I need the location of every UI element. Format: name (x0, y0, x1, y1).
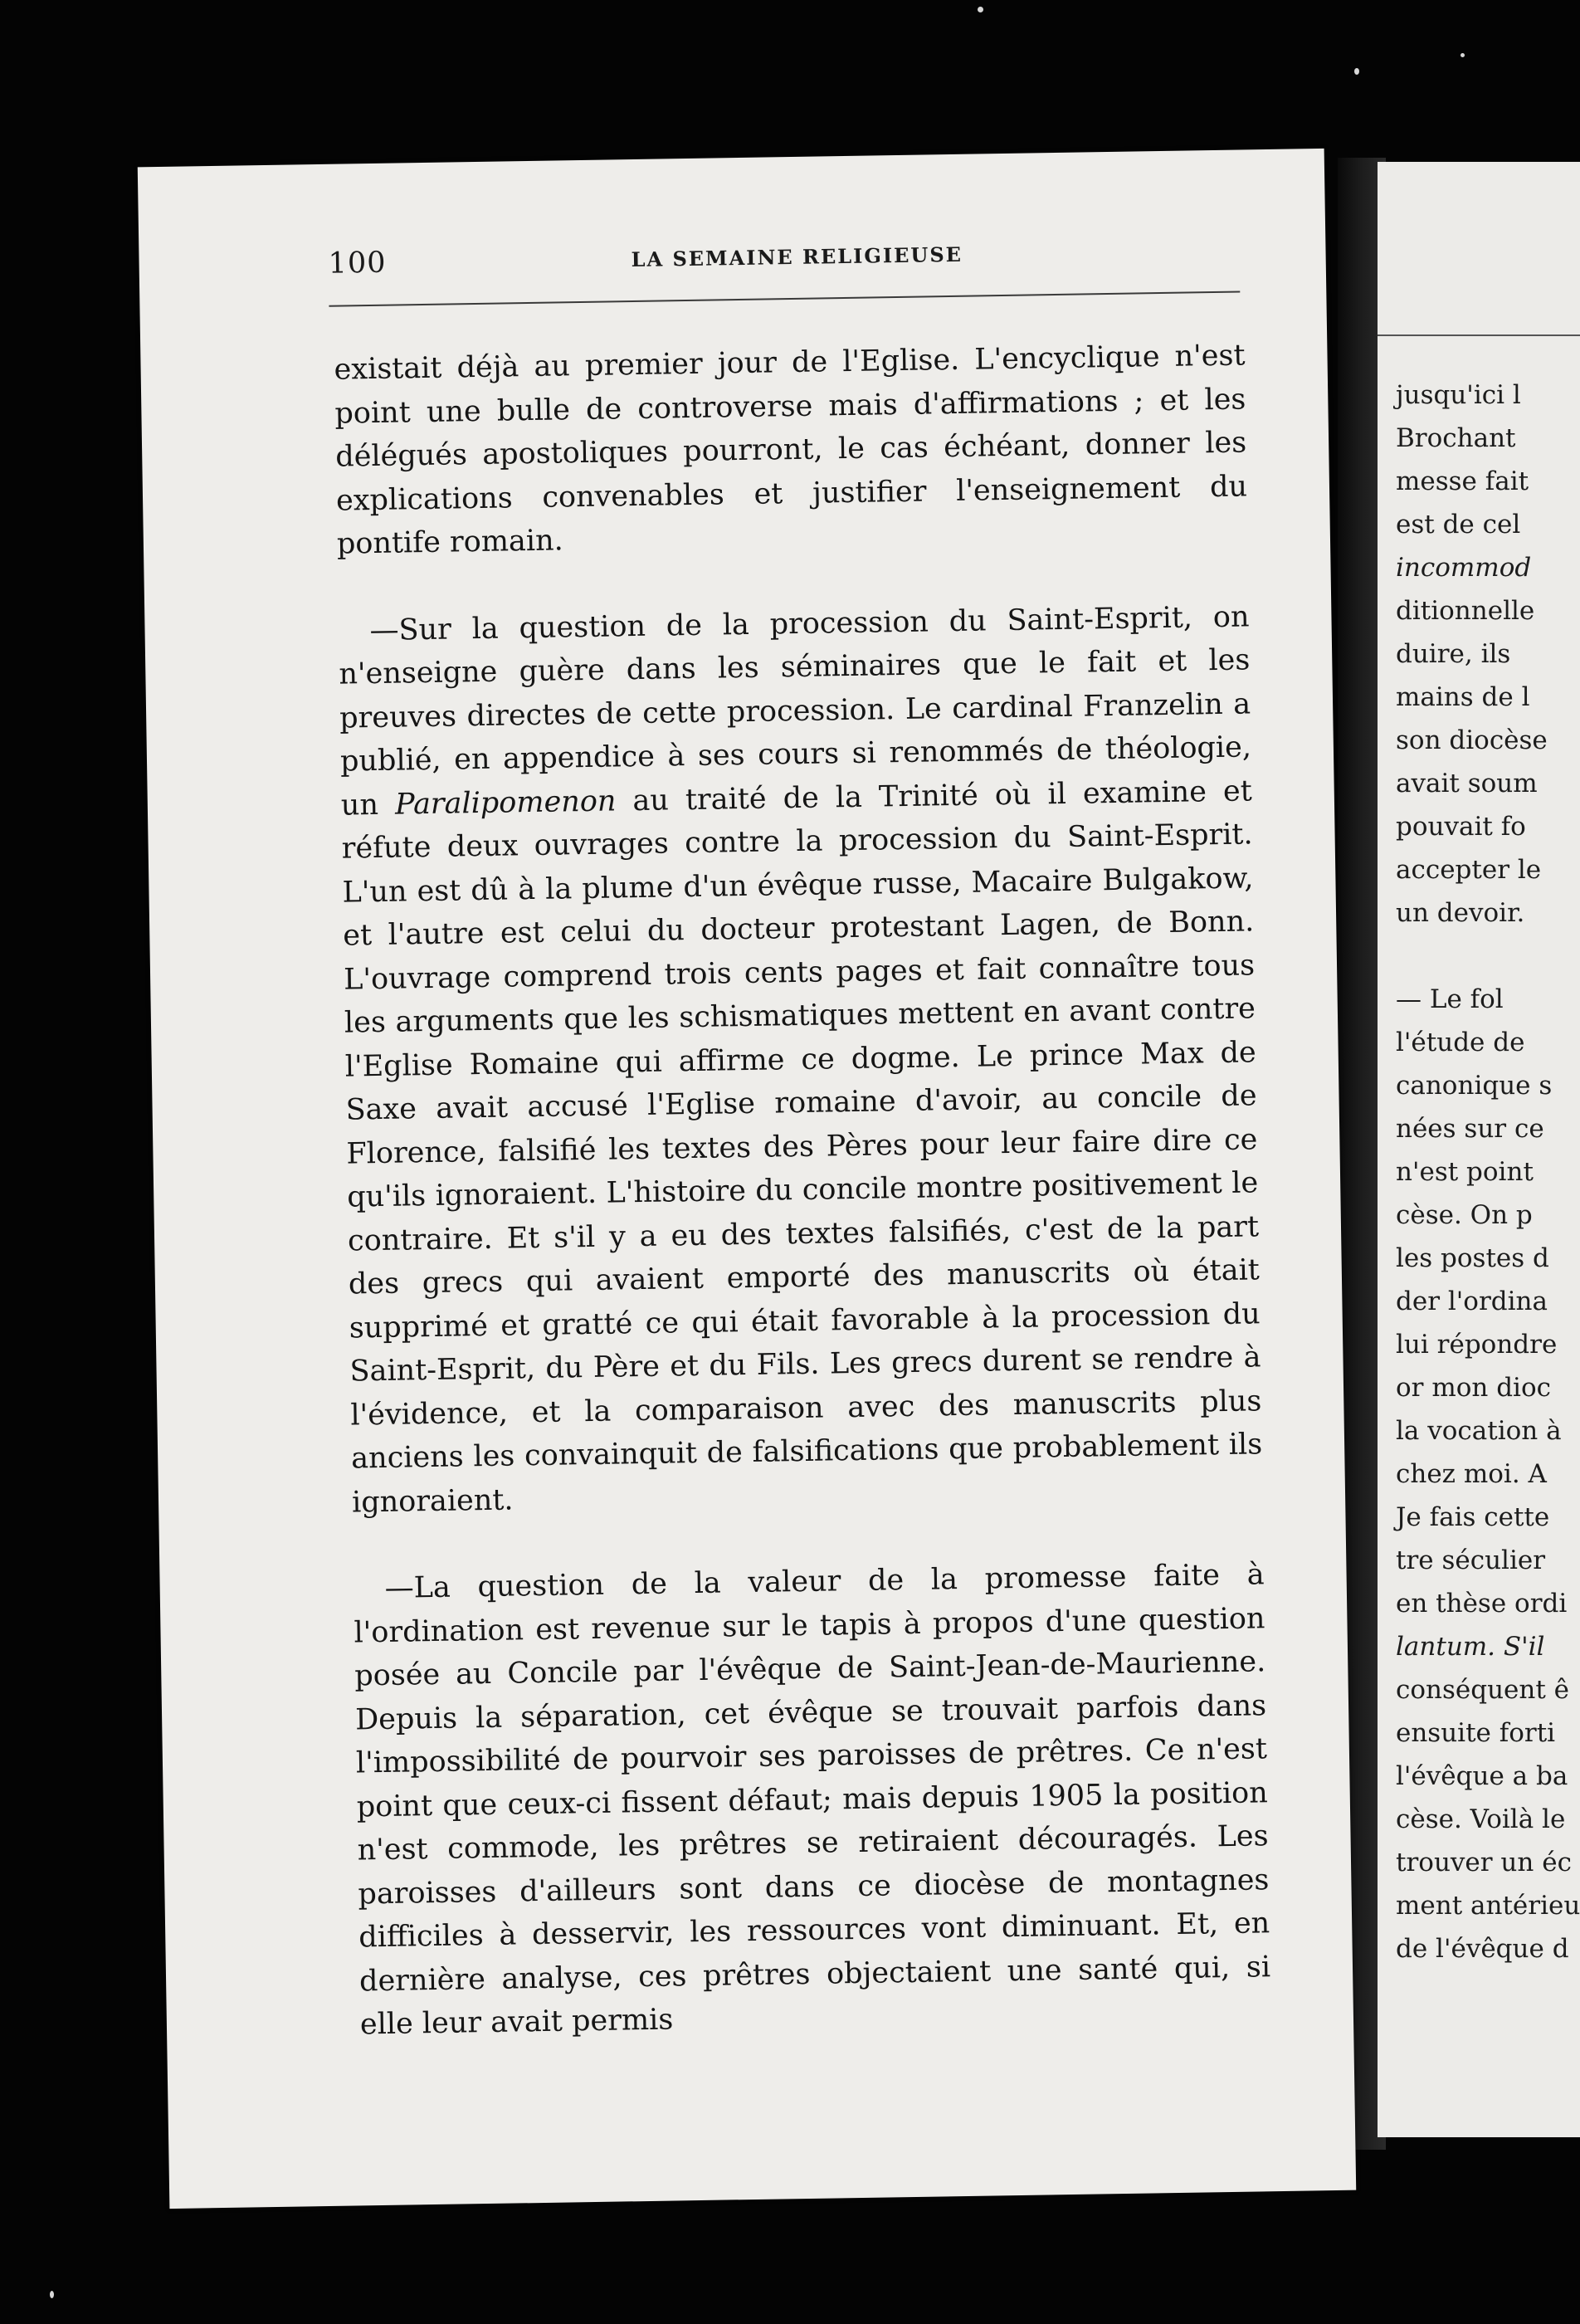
facing-page-line: de l'évêque d (1396, 1934, 1569, 1964)
italic-title: Paralipomenon (394, 784, 617, 822)
facing-page-line: est de cel (1396, 510, 1521, 540)
facing-page-line: en thèse ordi (1396, 1589, 1568, 1618)
facing-page-line: cèse. Voilà le (1396, 1804, 1566, 1834)
facing-page (1378, 162, 1580, 2137)
body-text (334, 334, 1272, 2089)
facing-page-line: incommod (1396, 553, 1532, 583)
journal-title: LA SEMAINE RELIGIEUSE (631, 242, 963, 272)
facing-page-line: ment antérieu (1396, 1891, 1580, 1921)
facing-page-line: cèse. On p (1396, 1200, 1533, 1230)
running-head (328, 224, 1349, 281)
facing-page-line: Je fais cette (1396, 1502, 1550, 1532)
facing-page-line: avait soum (1396, 769, 1538, 798)
facing-page-line: — Le fol (1396, 984, 1504, 1014)
facing-page-line: or mon dioc (1396, 1373, 1551, 1403)
facing-page-line: ensuite forti (1396, 1718, 1556, 1748)
facing-page-line: l'étude de (1396, 1028, 1525, 1057)
film-speck (1354, 68, 1359, 75)
facing-page-line: nées sur ce (1396, 1114, 1544, 1144)
facing-page-line: duire, ils (1396, 639, 1511, 669)
paragraph-text: existait déjà au premier jour de l'Eglise. L'encyclique n'est point une bulle de controverse mais d'affirmations ; et les délégués apostoliques pourront, le cas échéant, donner les explications convenables et justifier l'enseignement du pontife romain. (334, 339, 1248, 561)
facing-page-line: messe fait (1396, 466, 1529, 496)
facing-page-line: son diocèse (1396, 725, 1548, 755)
facing-page-line: canonique s (1396, 1071, 1553, 1101)
facing-page-rule (1378, 334, 1580, 336)
page-number: 100 (328, 246, 387, 281)
facing-page-line: jusqu'ici l (1396, 380, 1521, 410)
facing-page-line: Brochant (1396, 423, 1516, 453)
facing-page-line: tre séculier (1396, 1545, 1546, 1575)
facing-page-line: accepter le (1396, 855, 1542, 885)
facing-page-line: un devoir. (1396, 898, 1525, 928)
facing-page-gap (1396, 935, 1580, 978)
facing-page-line: pouvait fo (1396, 812, 1526, 842)
facing-page-line: der l'ordina (1396, 1286, 1548, 1316)
paragraph-text: —Sur la question de la procession du Saint-Esprit, on n'enseigne guère dans les séminaires que le fait et les preuves directes de cette procession. Le cardinal Franzelin a publié, en appendice à ses cours si renommés de théologie, un (339, 599, 1252, 823)
paragraph (334, 334, 1248, 566)
header-rule (329, 291, 1240, 307)
facing-page-line: la vocation à (1396, 1416, 1562, 1446)
facing-page-line: ditionnelle (1396, 596, 1535, 626)
facing-page-line: l'évêque a ba (1396, 1761, 1568, 1791)
main-page (138, 149, 1356, 2209)
facing-page-line: conséquent ê (1396, 1675, 1570, 1705)
facing-page-line: lui répondre (1396, 1330, 1558, 1360)
facing-page-text (1396, 374, 1580, 1970)
film-speck (1461, 53, 1465, 57)
facing-page-line: n'est point (1396, 1157, 1534, 1187)
facing-page-line: lantum. S'il (1396, 1632, 1545, 1662)
film-speck (978, 7, 983, 12)
facing-page-line: mains de l (1396, 682, 1530, 712)
facing-page-line: les postes d (1396, 1243, 1549, 1273)
paragraph-text: —La question de la valeur de la promesse faite à l'ordination est revenue sur le tapis à propos d'une question posée au Concile par l'évêque de Saint-Jean-de-Maurienne. Depuis la séparation, cet évêque se trouvait parfois dans l'impossibilité de pourvoir ses paroisses de prêtres. Ce n'est point que ceux-ci fissent défaut; mais depuis 1905 la position n'est commode, les prêtres se retiraient découragés. Les paroisses d'ailleurs sont dans ce diocèse de montagnes difficiles à desservir, les ressources vont diminuant. Et, en dernière analyse, ces prêtres objectaient une santé qui, si elle leur avait permis (354, 1558, 1271, 2042)
film-speck (50, 2291, 54, 2298)
paragraph (338, 595, 1263, 1525)
paragraph (353, 1553, 1271, 2047)
facing-page-line: trouver un éc (1396, 1848, 1572, 1877)
paragraph-text: au traité de la Trinité où il examine et réfute deux ouvrages contre la procession du Saint-Esprit. L'un est dû à la plume d'un évêque russe, Macaire Bulgakow, et l'autre est celui du docteur protestant Lagen, de Bonn. L'ouvrage comprend trois cents pages et fait connaître tous les arguments que les schismatiques mettent en avant contre l'Eglise Romaine qui affirme ce dogme. Le prince Max de Saxe avait accusé l'Eglise romaine d'avoir, au concile de Florence, falsifié les textes des Pères pour leur faire dire ce qu'ils ignoraient. L'histoire du concile montre positivement le contraire. Et s'il y a eu des textes falsifiés, c'est de la part des grecs qui avaient emporté des manuscrits où était supprimé et gratté ce qui était favorable à la procession du Saint-Esprit, du Père et du Fils. Les grecs durent se rendre à l'évidence, et la comparaison avec des manuscrits plus anciens les convainquit de falsifications que probablement ils ignoraient. (341, 774, 1263, 1520)
facing-page-line: chez moi. A (1396, 1459, 1547, 1489)
